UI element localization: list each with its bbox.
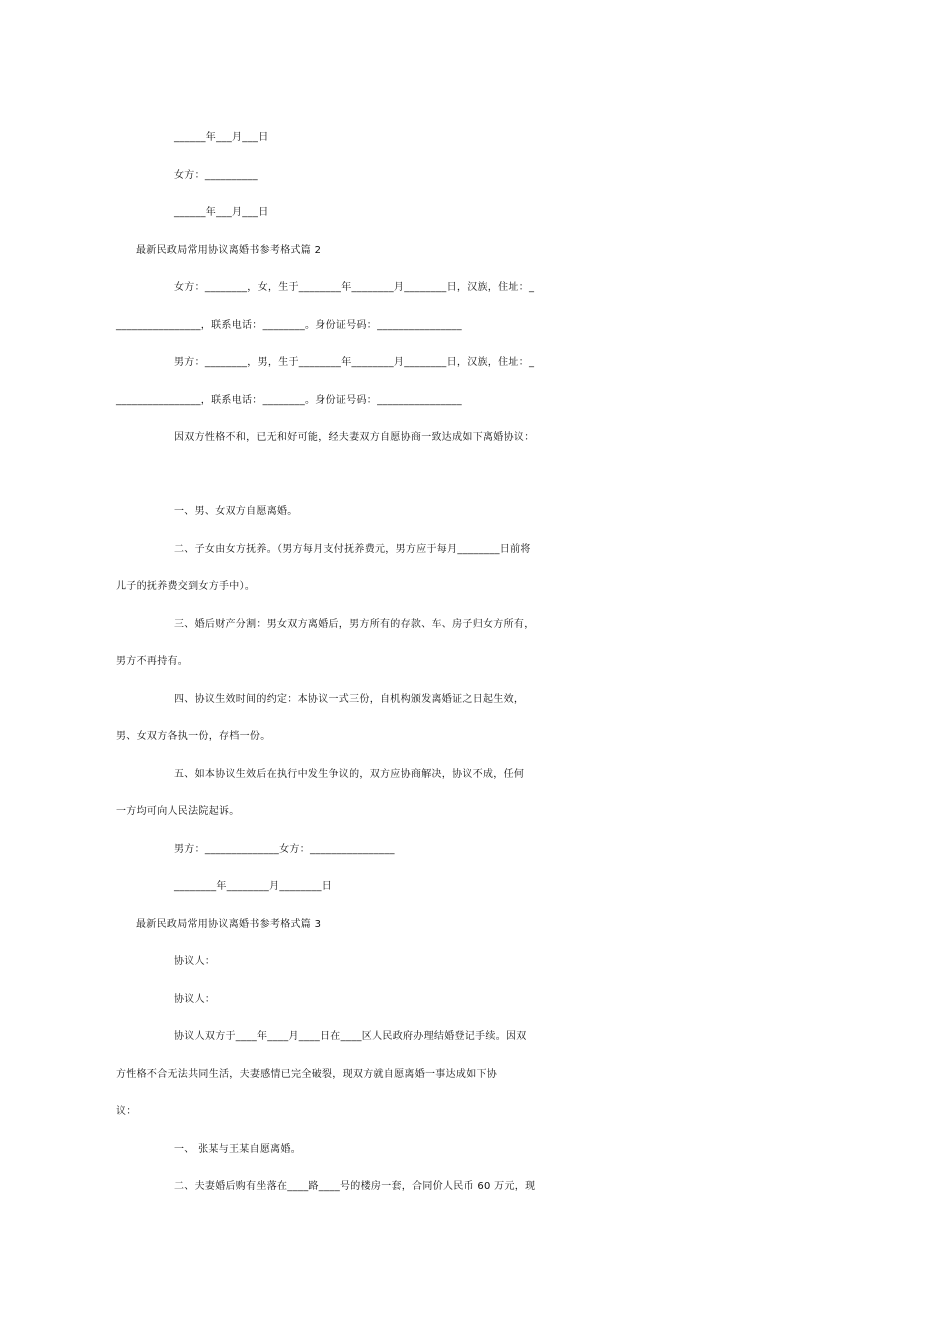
paragraph-continued: 方性格不合无法共同生活，夫妻感情已完全破裂，现双方就自愿离婚一事达成如下协 xyxy=(116,1069,498,1080)
clause-1: 一、男、女双方自愿离婚。 xyxy=(174,506,298,517)
preamble-paragraph: 因双方性格不和，已无和好可能，经夫妻双方自愿协商一致达成如下离婚协议： xyxy=(174,432,535,443)
signature-line: 男方：______________女方：________________ xyxy=(174,844,395,855)
date-line: ________年________月________日 xyxy=(174,881,333,892)
clause-2: 二、子女由女方抚养。（男方每月支付抚养费元，男方应于每月________日前将 xyxy=(174,544,531,555)
husband-info-line: 男方：________，男，生于________年________月________日，汉族，住址：_ xyxy=(174,357,535,368)
party-line: 协议人： xyxy=(174,956,216,967)
clause-4-continued: 男、女双方各执一份，存档一份。 xyxy=(116,731,271,742)
marriage-registration-paragraph: 协议人双方于____年____月____日在____区人民政府办理结婚登记手续。因双 xyxy=(174,1031,527,1042)
clause-2: 二、夫妻婚后购有坐落在____路____号的楼房一套，合同价人民币 60 万元，现 xyxy=(174,1181,536,1192)
section-heading-3: 最新民政局常用协议离婚书参考格式篇 3 xyxy=(136,919,322,930)
paragraph-continued: 议： xyxy=(116,1106,137,1117)
section-heading-2: 最新民政局常用协议离婚书参考格式篇 2 xyxy=(136,245,322,256)
date-line: ______年___月___日 xyxy=(174,207,269,218)
wife-contact-line: ________________，联系电话：________。身份证号码：________________ xyxy=(116,320,462,331)
clause-4: 四、协议生效时间的约定：本协议一式三份，自机构颁发离婚证之日起生效， xyxy=(174,694,525,705)
party-line: 协议人： xyxy=(174,994,216,1005)
wife-signature-line: 女方：__________ xyxy=(174,170,258,181)
clause-2-continued: 儿子的抚养费交到女方手中）。 xyxy=(116,581,256,592)
clause-5: 五、如本协议生效后在执行中发生争议的，双方应协商解决，协议不成，任何 xyxy=(174,769,525,780)
clause-3-continued: 男方不再持有。 xyxy=(116,656,189,667)
wife-info-line: 女方：________，女，生于________年________月________日，汉族，住址：_ xyxy=(174,282,535,293)
clause-5-continued: 一方均可向人民法院起诉。 xyxy=(116,806,240,817)
date-line: ______年___月___日 xyxy=(174,132,269,143)
clause-3: 三、婚后财产分割：男女双方离婚后，男方所有的存款、车、房子归女方所有， xyxy=(174,619,535,630)
husband-contact-line: ________________，联系电话：________。身份证号码：________________ xyxy=(116,395,462,406)
clause-1: 一、 张某与王某自愿离婚。 xyxy=(174,1144,302,1155)
